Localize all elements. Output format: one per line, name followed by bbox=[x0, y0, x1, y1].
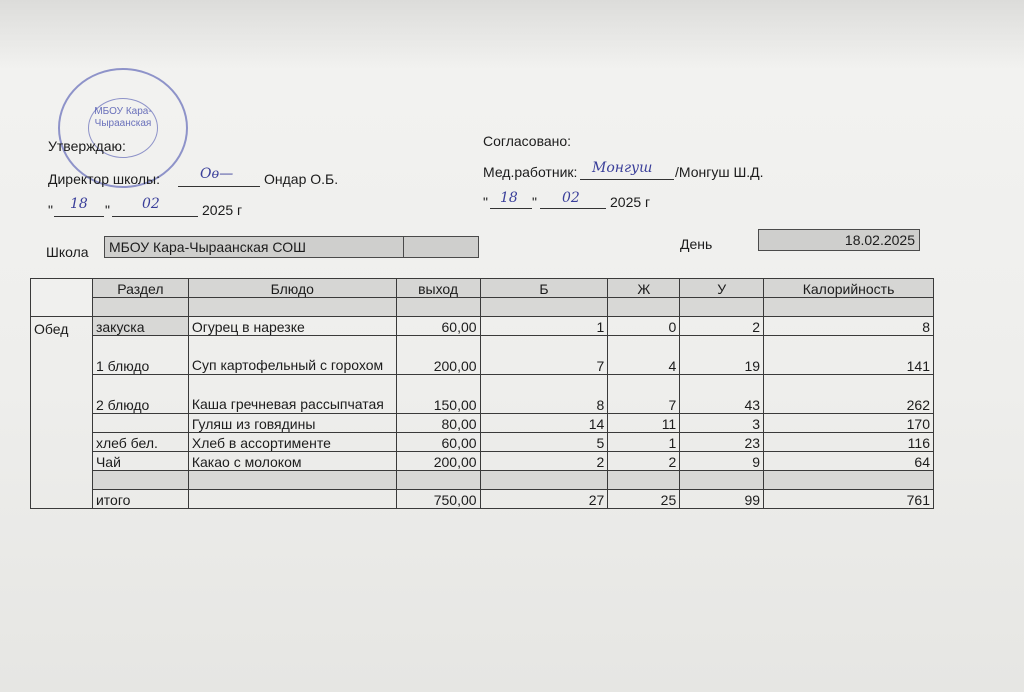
row-dish: Гуляш из говядины bbox=[188, 414, 396, 433]
med-sign-line bbox=[580, 179, 674, 180]
stamp-text: МБОУ Кара-Чыраанская bbox=[94, 106, 152, 129]
row-output: 200,00 bbox=[396, 452, 480, 471]
school-stamp bbox=[58, 68, 188, 188]
med-date-quote-close: " bbox=[532, 194, 537, 210]
table-row bbox=[31, 317, 934, 336]
row-calories: 8 bbox=[764, 317, 934, 336]
table-blank-row bbox=[31, 471, 934, 490]
row-carbs: 23 bbox=[680, 433, 764, 452]
row-output: 80,00 bbox=[396, 414, 480, 433]
table-total-row bbox=[31, 490, 934, 509]
row-proteins: 2 bbox=[480, 452, 608, 471]
table-row bbox=[31, 336, 934, 375]
total-proteins: 27 bbox=[480, 490, 608, 509]
school-name-field: МБОУ Кара-Чыраанская СОШ bbox=[104, 236, 404, 258]
row-fats: 2 bbox=[608, 452, 680, 471]
row-output: 200,00 bbox=[396, 336, 480, 375]
director-sign-line bbox=[178, 186, 260, 187]
row-output: 150,00 bbox=[396, 375, 480, 414]
day-field: 18.02.2025 bbox=[758, 229, 920, 251]
row-fats: 0 bbox=[608, 317, 680, 336]
header-carbs: У bbox=[680, 279, 764, 298]
header-calories: Калорийность bbox=[764, 279, 934, 298]
row-section: Чай bbox=[92, 452, 188, 471]
row-carbs: 9 bbox=[680, 452, 764, 471]
med-day-line bbox=[490, 208, 532, 209]
row-section: хлеб бел. bbox=[92, 433, 188, 452]
row-calories: 116 bbox=[764, 433, 934, 452]
header-proteins: Б bbox=[480, 279, 608, 298]
total-label: итого bbox=[92, 490, 188, 509]
row-proteins: 1 bbox=[480, 317, 608, 336]
approve-label: Утверждаю: bbox=[48, 138, 126, 154]
total-calories: 761 bbox=[764, 490, 934, 509]
row-proteins: 5 bbox=[480, 433, 608, 452]
paper-shadow bbox=[0, 0, 1024, 70]
menu-table bbox=[30, 278, 934, 509]
row-section: 1 блюдо bbox=[92, 336, 188, 375]
row-section: закуска bbox=[92, 317, 188, 336]
row-calories: 141 bbox=[764, 336, 934, 375]
header-fats: Ж bbox=[608, 279, 680, 298]
table-row bbox=[31, 375, 934, 414]
row-carbs: 43 bbox=[680, 375, 764, 414]
director-day-line bbox=[54, 216, 104, 217]
row-fats: 11 bbox=[608, 414, 680, 433]
school-extra-field bbox=[403, 236, 479, 258]
director-signature: Оѳ— bbox=[200, 166, 234, 182]
director-date-quote-close: " bbox=[105, 202, 110, 218]
med-date-day: 18 bbox=[500, 190, 518, 206]
med-name: /Монгуш Ш.Д. bbox=[675, 164, 764, 180]
header-empty-cell bbox=[31, 279, 93, 317]
meal-cell: Обед bbox=[31, 317, 93, 509]
total-output: 750,00 bbox=[396, 490, 480, 509]
header-output: выход bbox=[396, 279, 480, 298]
table-row bbox=[31, 433, 934, 452]
row-dish: Суп картофельный с горохом bbox=[188, 336, 396, 375]
row-dish: Огурец в нарезке bbox=[188, 317, 396, 336]
table-blank-row bbox=[31, 298, 934, 317]
row-dish: Хлеб в ассортименте bbox=[188, 433, 396, 452]
row-calories: 170 bbox=[764, 414, 934, 433]
row-carbs: 2 bbox=[680, 317, 764, 336]
total-fats: 25 bbox=[608, 490, 680, 509]
row-proteins: 7 bbox=[480, 336, 608, 375]
row-calories: 262 bbox=[764, 375, 934, 414]
header-dish: Блюдо bbox=[188, 279, 396, 298]
row-proteins: 8 bbox=[480, 375, 608, 414]
row-output: 60,00 bbox=[396, 317, 480, 336]
row-fats: 1 bbox=[608, 433, 680, 452]
med-date-quote-open: " bbox=[483, 194, 488, 210]
agreed-label: Согласовано: bbox=[483, 133, 572, 149]
total-carbs: 99 bbox=[680, 490, 764, 509]
table-header-row bbox=[31, 279, 934, 298]
director-year: 2025 г bbox=[202, 202, 243, 218]
director-date-day: 18 bbox=[70, 196, 88, 212]
table-row bbox=[31, 414, 934, 433]
med-signature: Монгуш bbox=[592, 160, 653, 176]
med-date-month: 02 bbox=[562, 190, 580, 206]
med-label: Мед.работник: bbox=[483, 164, 578, 180]
director-name: Ондар О.Б. bbox=[264, 171, 339, 187]
total-dish-empty bbox=[188, 490, 396, 509]
med-year: 2025 г bbox=[610, 194, 651, 210]
row-section: 2 блюдо bbox=[92, 375, 188, 414]
day-label: День bbox=[680, 236, 713, 252]
row-dish: Какао с молоком bbox=[188, 452, 396, 471]
row-carbs: 3 bbox=[680, 414, 764, 433]
director-date-quote-open: " bbox=[48, 202, 53, 218]
school-label: Школа bbox=[46, 244, 89, 260]
row-fats: 7 bbox=[608, 375, 680, 414]
table-row bbox=[31, 452, 934, 471]
med-month-line bbox=[540, 208, 606, 209]
row-output: 60,00 bbox=[396, 433, 480, 452]
row-proteins: 14 bbox=[480, 414, 608, 433]
row-calories: 64 bbox=[764, 452, 934, 471]
row-fats: 4 bbox=[608, 336, 680, 375]
header-section: Раздел bbox=[92, 279, 188, 298]
row-section bbox=[92, 414, 188, 433]
director-label: Директор школы: bbox=[48, 171, 160, 187]
director-month-line bbox=[112, 216, 198, 217]
row-dish: Каша гречневая рассыпчатая bbox=[188, 375, 396, 414]
director-date-month: 02 bbox=[142, 196, 160, 212]
row-carbs: 19 bbox=[680, 336, 764, 375]
